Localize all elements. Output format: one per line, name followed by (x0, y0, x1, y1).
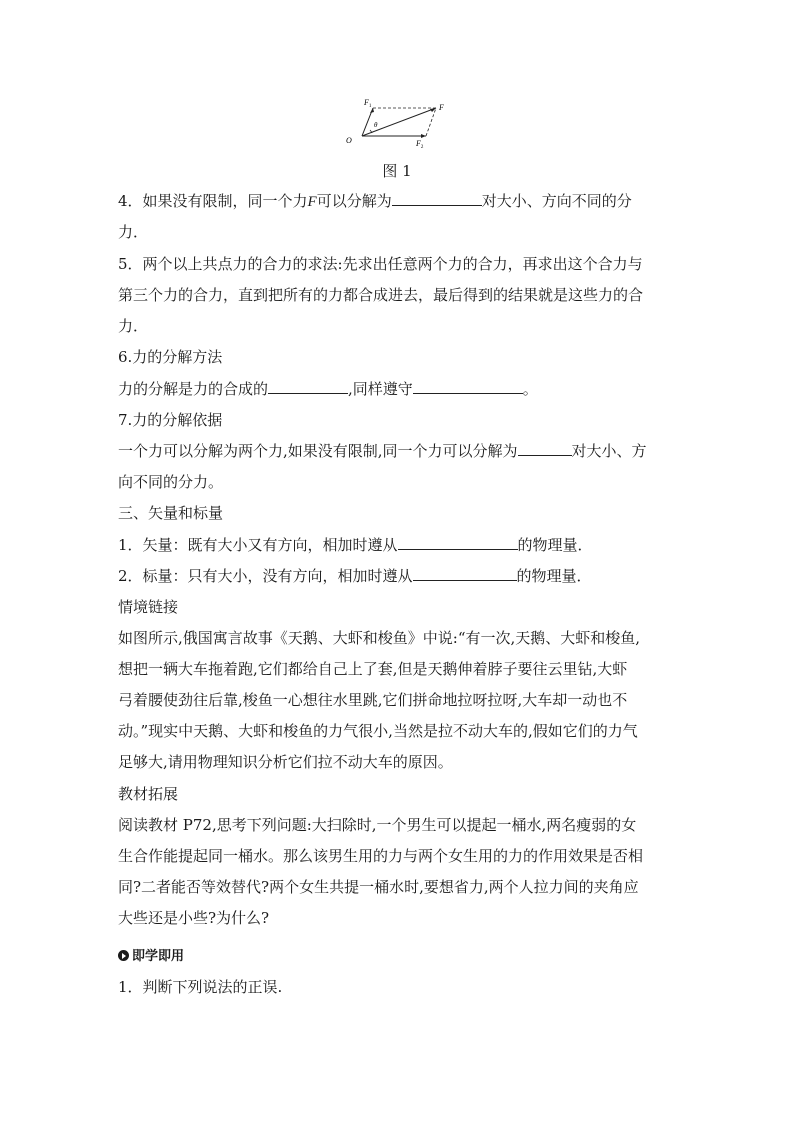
item-7-title: 7.力的分解依据 (118, 411, 223, 429)
item-6-blank-2[interactable] (413, 379, 523, 394)
item-7-text-a: 一个力可以分解为两个力,如果没有限制,同一个力可以分解为 (118, 442, 518, 460)
item-6-text-c: 。 (522, 380, 538, 398)
context-line-3: 弓着腰使劲往后靠,梭鱼一心想往水里跳,它们拼命地拉呀拉呀,大车却一动也不 (118, 691, 628, 709)
item-6-text-a: 力的分解是力的合成的 (118, 380, 269, 398)
apply-heading (118, 945, 184, 967)
item-4-blank[interactable] (392, 191, 482, 206)
context-title: 情境链接 (118, 598, 179, 616)
scalar-def-text: 2．标量：只有大小，没有方向，相加时遵从 (118, 567, 413, 585)
arrow-f2 (421, 134, 426, 138)
force-parallelogram-figure (340, 94, 460, 150)
item-6-title: 6.力的分解方法 (118, 348, 223, 366)
item-4-text-a: 4．如果没有限制，同一个力 (118, 192, 308, 210)
apply-line-1: 1．判断下列说法的正误. (118, 978, 283, 996)
item-4-line-1 (118, 191, 632, 212)
label-f: F (439, 103, 444, 112)
play-circle-icon (118, 950, 129, 961)
item-6-line (118, 379, 538, 399)
context-line-4: 动。”现实中天鹅、大虾和梭鱼的力气很小,当然是拉不动大车的,假如它们的力气 (118, 722, 638, 740)
vector-def-text: 1．矢量：既有大小又有方向，相加时遵从 (118, 536, 398, 554)
vector-blank[interactable] (398, 535, 518, 550)
section-3-item-1 (118, 535, 593, 555)
section-3-title: 三、矢量和标量 (118, 504, 224, 522)
dashed-right (426, 108, 436, 136)
scalar-def-end: 的物理量． (516, 567, 592, 585)
apply-title: 即学即用 (132, 949, 185, 964)
textbook-line-3: 同?二者能否等效替代?两个女生共提一桶水时,要想省力,两个人拉力间的夹角应 (118, 878, 639, 896)
context-line-5: 足够大,请用物理知识分析它们拉不动大车的原因。 (118, 753, 453, 771)
item-4-line-2: 力． (118, 223, 149, 241)
label-o: O (346, 136, 352, 145)
item-5-line-2: 第三个力的合力，直到把所有的力都合成进去，最后得到的结果就是这些力的合 (118, 286, 644, 304)
item-6-text-b: ,同样遵守 (348, 380, 413, 398)
section-3-item-2 (118, 566, 592, 586)
item-5-line-3: 力． (118, 317, 149, 335)
label-f2: $F_2$ (416, 139, 424, 150)
item-7-line-1 (118, 441, 647, 461)
scalar-blank[interactable] (413, 566, 517, 581)
label-f1: $F_1$ (364, 98, 372, 109)
item-6-blank-1[interactable] (268, 379, 348, 394)
item-7-blank[interactable] (518, 441, 572, 456)
textbook-line-1: 阅读教材 P72,思考下列问题:大扫除时,一个男生可以提起一桶水,两名瘦弱的女 (118, 816, 637, 834)
item-4-text-b: 可以分解为 (316, 192, 392, 210)
textbook-title: 教材拓展 (118, 785, 179, 803)
vector-def-end: 的物理量． (517, 536, 593, 554)
context-line-2: 想把一辆大车拖着跑,它们都给自己上了套,但是天鹅伸着脖子要往云里钻,大虾 (118, 660, 628, 678)
item-4-var: F (307, 194, 317, 210)
context-line-1: 如图所示,俄国寓言故事《天鹅、大虾和梭鱼》中说:“有一次,天鹅、大虾和梭鱼, (118, 629, 641, 647)
item-4-text-c: 对大小、方向不同的分 (481, 192, 632, 210)
textbook-line-2: 生合作能提起同一桶水。那么该男生用的力与两个女生用的力的作用效果是否相 (118, 847, 644, 865)
label-theta: θ (374, 121, 378, 129)
item-7-line-2: 向不同的分力。 (118, 473, 224, 491)
figure-caption: 图 1 (382, 162, 412, 180)
item-5-line-1: 5．两个以上共点力的合力的求法:先求出任意两个力的合力，再求出这个合力与 (118, 255, 643, 273)
textbook-line-4: 大些还是小些?为什么? (118, 909, 270, 927)
item-7-text-b: 对大小、方 (571, 442, 647, 460)
